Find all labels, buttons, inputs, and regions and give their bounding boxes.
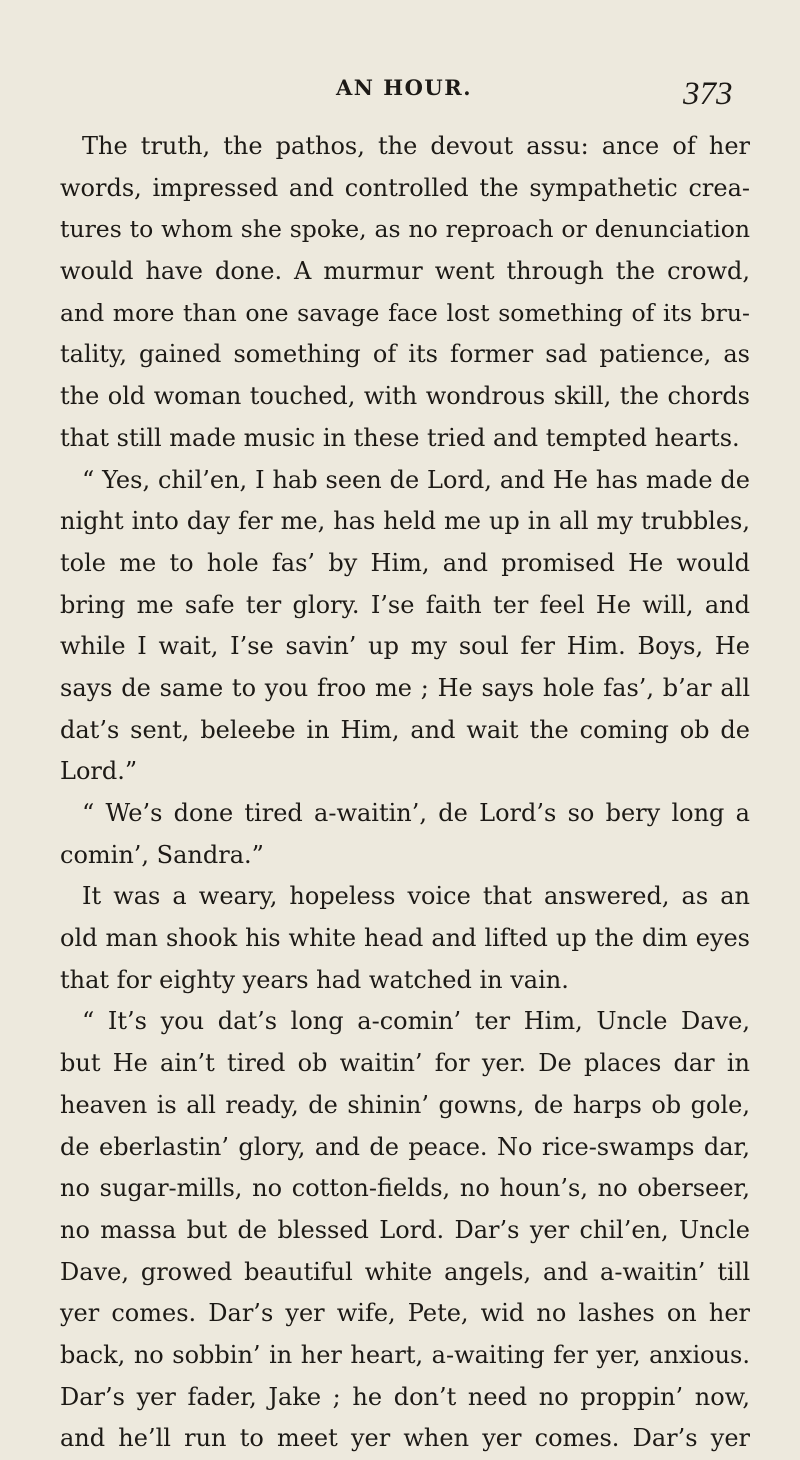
text-line: “ We’s done tired a-waitin’, de Lord’s so bery long a xyxy=(82,799,750,827)
text-line: The truth, the pathos, the devout assu: ance of her xyxy=(82,132,750,160)
text-line: It was a weary, hopeless voice that answered, as an xyxy=(82,882,750,911)
text-line: bring me safe ter glory. I’se faith ter feel He will, and xyxy=(60,590,750,619)
text-line: but He ain’t tired ob waitin’ for yer. De places dar in xyxy=(60,1049,750,1078)
text-line: “ Yes, chil’en, I hab seen de Lord, and He has made de xyxy=(82,465,750,494)
text-line: de eberlastin’ glory, and de peace. No rice-swamps dar, xyxy=(60,1132,750,1161)
text-line: Lord.” xyxy=(60,757,138,786)
text-line: tole me to hole fas’ by Him, and promised He would xyxy=(60,548,750,577)
text-line: old man shook his white head and lifted up the dim eyes xyxy=(60,924,750,953)
text-line: “ It’s you dat’s long a-comin’ ter Him, Uncle Dave, xyxy=(82,1007,750,1036)
text-line: words, impressed and controlled the sympathetic crea- xyxy=(60,173,750,202)
text-line: would have done. A murmur went through the crowd, xyxy=(60,257,750,286)
text-line: Dar’s yer fader, Jake ; he don’t need no proppin’ now, xyxy=(60,1382,750,1411)
text-line: yer comes. Dar’s yer wife, Pete, wid no lashes on her xyxy=(60,1299,750,1328)
text-line: no massa but de blessed Lord. Dar’s yer chil’en, Uncle xyxy=(60,1215,750,1244)
text-line: Dave, growed beautiful white angels, and a-waitin’ till xyxy=(60,1257,750,1286)
page-number: 373 xyxy=(683,76,733,112)
running-head: AN HOUR. xyxy=(336,75,473,100)
text-line: while I wait, I’se savin’ up my soul fer Him. Boys, He xyxy=(60,632,750,661)
text-line: says de same to you froo me ; He says hole fas’, b’ar all xyxy=(60,673,750,702)
text-line: that for eighty years had watched in vain. xyxy=(60,965,569,994)
text-line: that still made music in these tried and tempted hearts. xyxy=(60,423,740,452)
text-line: tures to whom she spoke, as no reproach or denunciation xyxy=(60,215,750,244)
text-line: comin’, Sandra.” xyxy=(60,840,264,869)
text-line: and he’ll run to meet yer when yer comes. Dar’s yer xyxy=(60,1424,750,1453)
text-line: and more than one savage face lost something of its bru- xyxy=(60,298,750,327)
text-line: back, no sobbin’ in her heart, a-waiting fer yer, anxious. xyxy=(60,1340,750,1369)
text-line: heaven is all ready, de shinin’ gowns, de harps ob gole, xyxy=(60,1090,750,1119)
body-text xyxy=(60,126,750,1460)
text-line: no sugar-mills, no cotton-fields, no houn’s, no oberseer, xyxy=(60,1174,750,1203)
text-line: dat’s sent, beleebe in Him, and wait the coming ob de xyxy=(60,715,750,744)
text-line: night into day fer me, has held me up in all my trubbles, xyxy=(60,507,750,536)
text-line: the old woman touched, with wondrous skill, the chords xyxy=(60,382,750,411)
text-line: tality, gained something of its former sad patience, as xyxy=(60,340,750,369)
